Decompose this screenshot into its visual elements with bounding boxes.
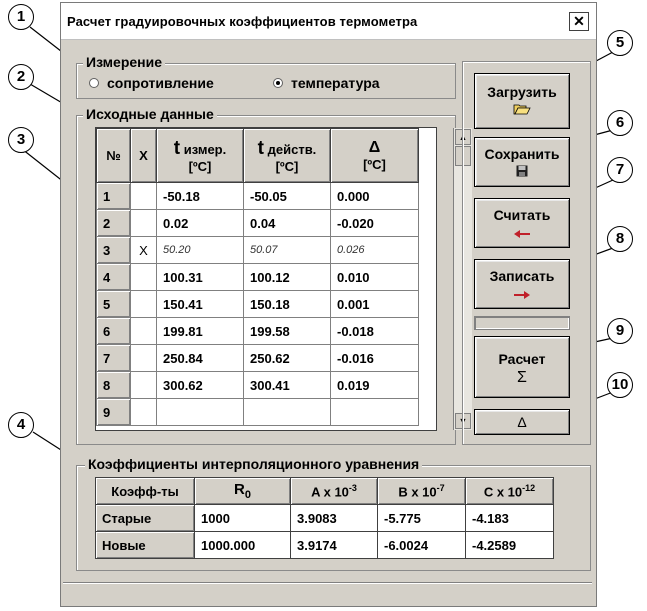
close-icon: ✕ [573,13,585,29]
coefficients-group-title: Коэффициенты интерполяционного уравнения [85,456,422,472]
delta-cell: -0.020 [331,210,419,237]
arrow-right-icon [475,286,569,302]
measured-cell[interactable]: 50.20 [157,237,244,264]
table-row[interactable] [97,345,419,372]
exclude-cell[interactable] [131,264,157,291]
coef-c-cell: -4.2589 [466,532,554,559]
write-button[interactable] [474,259,570,309]
window-title: Расчет градуировочных коэффициентов термометра [67,14,418,29]
source-data-group-title: Исходные данные [83,106,217,122]
table-row[interactable] [97,399,419,426]
delta-cell: 0.010 [331,264,419,291]
actual-cell[interactable] [244,399,331,426]
table-row[interactable] [97,318,419,345]
floppy-disk-icon [475,164,569,180]
load-button[interactable] [474,73,570,129]
radio-temperature-circle[interactable] [273,78,283,88]
radio-resistance-label: сопротивление [107,75,214,91]
exclude-cell[interactable] [131,345,157,372]
arrow-left-icon [475,225,569,241]
callout-2: 2 [8,64,34,90]
delta-symbol: Δ [368,139,381,156]
table-row-excluded[interactable] [97,237,419,264]
exclude-cell[interactable] [131,399,157,426]
read-button[interactable] [474,198,570,248]
row-number[interactable]: 4 [97,264,131,291]
row-number[interactable]: 3 [97,237,131,264]
exclude-cell[interactable] [131,372,157,399]
measured-cell[interactable] [157,399,244,426]
unit-label: [ºC] [188,158,212,174]
delta-cell: 0.000 [331,183,419,210]
header-delta [331,129,419,183]
coef-row-old [96,505,554,532]
callout-1: 1 [8,4,34,30]
delta-cell: 0.001 [331,291,419,318]
coef-r0-cell: 1000.000 [195,532,291,559]
unit-label: [ºC] [275,158,299,174]
delta-cell: 0.026 [331,237,419,264]
actual-cell[interactable]: 100.12 [244,264,331,291]
actual-cell[interactable]: 150.18 [244,291,331,318]
read-label: Считать [493,207,551,223]
coef-r0-cell: 1000 [195,505,291,532]
actual-cell[interactable]: 199.58 [244,318,331,345]
exclude-cell[interactable] [131,183,157,210]
status-bar [63,582,592,603]
table-row[interactable] [97,264,419,291]
save-label: Сохранить [484,146,560,162]
source-data-grid [95,127,468,431]
header-x: X [131,129,157,183]
coef-header-row [96,478,554,505]
scroll-down-icon[interactable]: ▼ [455,413,471,429]
coef-header-r0: $R_0$ [195,478,291,505]
actual-cell[interactable]: -50.05 [244,183,331,210]
close-button[interactable] [569,12,589,31]
callout-3: 3 [8,127,34,153]
delta-button[interactable] [474,409,570,435]
coef-b-cell: -6.0024 [378,532,466,559]
table-row[interactable] [97,291,419,318]
coef-header-b: B x $10^{-7}$ [378,478,466,505]
calculate-button[interactable] [474,336,570,398]
coef-b-cell: -5.775 [378,505,466,532]
coef-header-a: A x $10^{-3}$ [291,478,378,505]
delta-cell: -0.018 [331,318,419,345]
coef-header-name: Коэфф-ты [96,478,195,505]
coef-a-cell: 3.9083 [291,505,378,532]
measurement-group-title: Измерение [83,54,165,70]
app-window [60,2,597,607]
actual-cell[interactable]: 0.04 [244,210,331,237]
exclude-cell[interactable] [131,210,157,237]
radio-resistance-circle[interactable] [89,78,99,88]
measured-cell[interactable]: 0.02 [157,210,244,237]
row-number[interactable]: 8 [97,372,131,399]
actual-cell[interactable]: 300.41 [244,372,331,399]
measured-cell[interactable]: 250.84 [157,345,244,372]
coef-a-cell: 3.9174 [291,532,378,559]
measured-cell[interactable]: -50.18 [157,183,244,210]
delta-cell: -0.016 [331,345,419,372]
row-number[interactable]: 2 [97,210,131,237]
callout-4: 4 [8,412,34,438]
folder-open-icon [475,102,569,119]
radio-temperature-label: температура [291,75,380,91]
coefficients-table [95,477,554,559]
coef-row-new [96,532,554,559]
exclude-cell[interactable] [131,291,157,318]
callout-10: 10 [607,372,633,398]
title-bar [61,3,596,40]
row-number[interactable]: 7 [97,345,131,372]
sigma-icon: Σ [517,369,527,386]
table-row[interactable] [97,372,419,399]
callout-9: 9 [607,318,633,344]
callout-5: 5 [607,30,633,56]
measured-cell[interactable]: 300.62 [157,372,244,399]
delta-icon: Δ [517,414,527,430]
calculate-label: Расчет [498,351,546,367]
measured-cell[interactable]: 199.81 [157,318,244,345]
t-symbol: t [173,137,181,159]
header-t-actual: t действ. [ºC] [244,129,331,183]
coef-header-c: C x $10^{-12}$ [466,478,554,505]
actual-cell[interactable]: 250.62 [244,345,331,372]
coef-row-label: Новые [96,532,195,559]
save-button[interactable] [474,137,570,187]
coef-c-cell: -4.183 [466,505,554,532]
progress-bar [474,316,570,330]
callout-8: 8 [607,226,633,252]
unit-label: [ºC] [363,157,386,172]
measured-cell[interactable]: 150.41 [157,291,244,318]
header-num: № [97,129,131,183]
row-number[interactable]: 9 [97,399,131,426]
coef-row-label: Старые [96,505,195,532]
table-row[interactable] [97,210,419,237]
scroll-up-icon[interactable]: ▲ [455,129,471,145]
callout-7: 7 [607,157,633,183]
row-number[interactable]: 1 [97,183,131,210]
actual-cell[interactable]: 50.07 [244,237,331,264]
delta-cell [331,399,419,426]
exclude-cell[interactable]: X [131,237,157,264]
row-number[interactable]: 5 [97,291,131,318]
t-symbol: t [257,137,264,159]
table-row[interactable] [97,183,419,210]
write-label: Записать [489,268,555,284]
measured-cell[interactable]: 100.31 [157,264,244,291]
row-number[interactable]: 6 [97,318,131,345]
grid-header-row [97,129,419,183]
exclude-cell[interactable] [131,318,157,345]
header-t-measured: t измер. [ºC] [157,129,244,183]
callout-6: 6 [607,110,633,136]
load-label: Загрузить [487,84,557,100]
source-data-table [96,128,419,426]
delta-cell: 0.019 [331,372,419,399]
